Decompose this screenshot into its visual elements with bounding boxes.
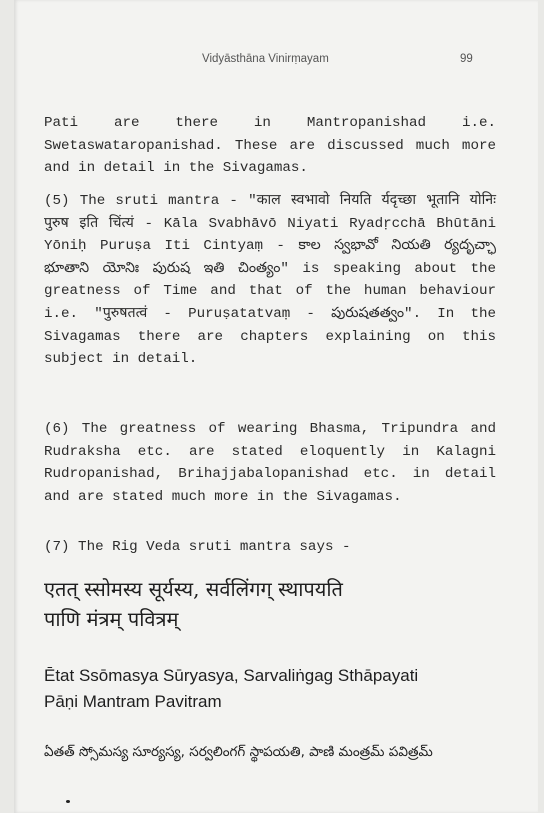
book-page [14,0,538,813]
ink-speck [66,800,70,803]
mantra-transliteration-line-1: Ētat Ssōmasya Sūryasya, Sarvaliṅgag Sthāpayati [44,666,419,685]
page-number: 99 [460,53,473,65]
mantra-telugu: ఏతత్ స్సోమస్య సూర్యస్య, సర్వలింగగ్ స్థాపయతి, పాణి మంత్రమ్ పవిత్రమ్ [44,744,433,760]
paragraph-6-bhasma: (6) The greatness of wearing Bhasma, Tripundra and Rudraksha etc. are stated eloquently in Kalagni Rudropanishad, Brihajjabalopanishad etc. in detail and are stated much more in the Sivagamas. [44,421,496,505]
mantra-transliteration-line-2: Pāṇi Mantram Pavitram [44,692,222,711]
paragraph-7-rig-veda: (7) The Rig Veda sruti mantra says - [44,539,351,555]
mantra-devanagari-line-1: एतत् स्सोमस्य सूर्यस्य, सर्वलिंगग् स्थापयति [44,577,343,601]
running-title: Vidyāsthāna Vinirṃayam [202,53,329,65]
paragraph-pati: Pati are there in Mantropanishad i.e. Swetaswataropanishad. These are discussed much more and in detail in the Sivagamas. [44,115,496,177]
paragraph-5-sruti-mantra: (5) The sruti mantra - "काल स्वभावो नियति र्यदृच्छा भूतानि योनिः पुरुष इति चिंत्यं - Kāla Svabhāvō Niyati Ryadṛcchā Bhūtāni Yōniḥ Puruṣa Iti Cintyaṃ - కాల స్వభావో నియతి ర్యదృచ్ఛా భూతాని యోనిః పురుష ఇతి చింత్యం" is speaking about the greatness of Time and that of the human behaviour i.e. "पुरुषतत्वं - Puruṣatatvaṃ - పురుషతత్వం". In the Sivagamas there are chapters explaining on this subject in detail. [44,193,496,368]
mantra-devanagari-line-2: पाणि मंत्रम् पवित्रम् [44,607,179,631]
